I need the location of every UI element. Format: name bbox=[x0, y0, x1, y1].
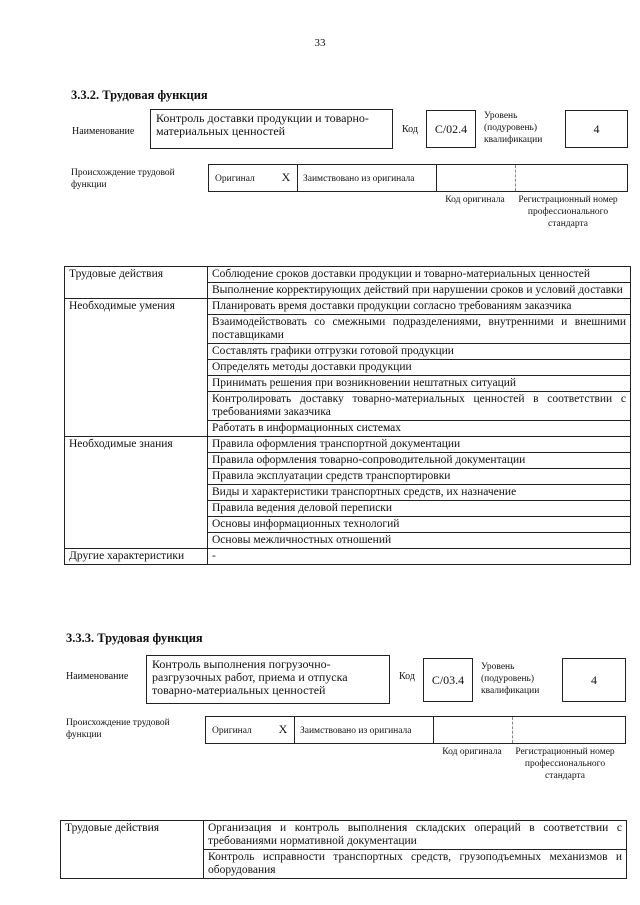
origin-label: Происхождение трудовой функции bbox=[71, 168, 175, 190]
original-mark: X bbox=[278, 722, 288, 736]
orig-code-caption: Код оригинала bbox=[442, 747, 502, 757]
borrowed-label: Заимствовано из оригинала bbox=[300, 726, 412, 736]
table-row bbox=[65, 437, 631, 453]
origin-divider bbox=[512, 717, 513, 743]
table-row bbox=[65, 549, 631, 565]
action-item: Соблюдение сроков доставки продукции и товарно-материальных ценностей bbox=[208, 267, 631, 283]
reg-number-caption: Регистрационный номер профессионального стандарта bbox=[518, 195, 618, 229]
original-mark: X bbox=[281, 170, 291, 184]
origin-label: Происхождение трудовой функции bbox=[66, 718, 170, 740]
table-row bbox=[65, 299, 631, 315]
skill-item: Контролировать доставку товарно-материальных ценностей в соответствии с требованиями заказчика bbox=[208, 392, 631, 421]
knowledge-item: Правила эксплуатации средств транспортировки bbox=[208, 469, 631, 485]
section-heading: 3.3.3. Трудовая функция bbox=[66, 631, 203, 645]
functions-table bbox=[64, 266, 631, 565]
page-number: 33 bbox=[314, 37, 326, 49]
knowledge-item: Правила оформления товарно-сопроводительной документации bbox=[208, 453, 631, 469]
code-value: C/02.4 bbox=[434, 122, 468, 136]
origin-divider bbox=[294, 717, 295, 743]
level-value-box bbox=[562, 658, 626, 702]
original-label: Оригинал bbox=[212, 726, 252, 736]
knowledge-item: Виды и характеристики транспортных средств, их назначение bbox=[208, 485, 631, 501]
reg-number-caption: Регистрационный номер профессионального стандарта bbox=[515, 747, 615, 781]
code-value-box bbox=[423, 658, 473, 702]
code-label: Код bbox=[399, 671, 415, 682]
origin-box bbox=[208, 164, 628, 192]
knowledge-item: Основы межличностных отношений bbox=[208, 533, 631, 549]
action-item: Организация и контроль выполнения складских операций в соответствии с требованиями нормативной документации bbox=[204, 821, 627, 850]
function-name-box bbox=[150, 109, 393, 149]
level-label: Уровень (подуровень) квалификации bbox=[484, 111, 543, 145]
level-value-box bbox=[565, 110, 628, 148]
skill-item: Составлять графики отгрузки готовой продукции bbox=[208, 344, 631, 360]
table-row bbox=[65, 267, 631, 283]
row-label-skills: Необходимые умения bbox=[65, 299, 208, 437]
level-value: 4 bbox=[593, 122, 600, 136]
skill-item: Принимать решения при возникновении нештатных ситуаций bbox=[208, 376, 631, 392]
origin-divider bbox=[436, 165, 437, 191]
function-name-value: Контроль выполнения погрузочно-разгрузочных работ, приема и отпуска товарно-материальных ценностей bbox=[152, 657, 348, 697]
row-label-other: Другие характеристики bbox=[65, 549, 208, 565]
origin-divider bbox=[297, 165, 298, 191]
other-value: - bbox=[208, 549, 631, 565]
knowledge-item: Основы информационных технологий bbox=[208, 517, 631, 533]
borrowed-label: Заимствовано из оригинала bbox=[303, 174, 415, 184]
knowledge-item: Правила оформления транспортной документации bbox=[208, 437, 631, 453]
code-value-box bbox=[426, 110, 476, 148]
knowledge-item: Правила ведения деловой переписки bbox=[208, 501, 631, 517]
skill-item: Планировать время доставки продукции согласно требованиям заказчика bbox=[208, 299, 631, 315]
origin-divider bbox=[515, 165, 516, 191]
function-name-box bbox=[146, 655, 390, 704]
code-label: Код bbox=[402, 124, 418, 135]
skill-item: Работать в информационных системах bbox=[208, 421, 631, 437]
skill-item: Определять методы доставки продукции bbox=[208, 360, 631, 376]
table-row bbox=[61, 821, 627, 850]
name-label: Наименование bbox=[66, 671, 129, 682]
function-name-value: Контроль доставки продукции и товарно-материальных ценностей bbox=[156, 111, 369, 138]
orig-code-caption: Код оригинала bbox=[445, 195, 505, 205]
skill-item: Взаимодействовать со смежными подразделениями, внутренними и внешними поставщиками bbox=[208, 315, 631, 344]
functions-table bbox=[60, 820, 627, 879]
name-label: Наименование bbox=[72, 126, 135, 137]
row-label-knowledge: Необходимые знания bbox=[65, 437, 208, 549]
action-item: Контроль исправности транспортных средств, грузоподъемных механизмов и оборудования bbox=[204, 850, 627, 879]
section-heading: 3.3.2. Трудовая функция bbox=[71, 88, 208, 102]
origin-divider bbox=[433, 717, 434, 743]
action-item: Выполнение корректирующих действий при нарушении сроков и условий доставки bbox=[208, 283, 631, 299]
row-label-actions: Трудовые действия bbox=[61, 821, 204, 879]
code-value: C/03.4 bbox=[431, 673, 465, 687]
original-label: Оригинал bbox=[215, 174, 255, 184]
level-value: 4 bbox=[591, 673, 597, 687]
level-label: Уровень (подуровень) квалификации bbox=[481, 662, 540, 696]
origin-box bbox=[205, 716, 626, 744]
row-label-actions: Трудовые действия bbox=[65, 267, 208, 299]
